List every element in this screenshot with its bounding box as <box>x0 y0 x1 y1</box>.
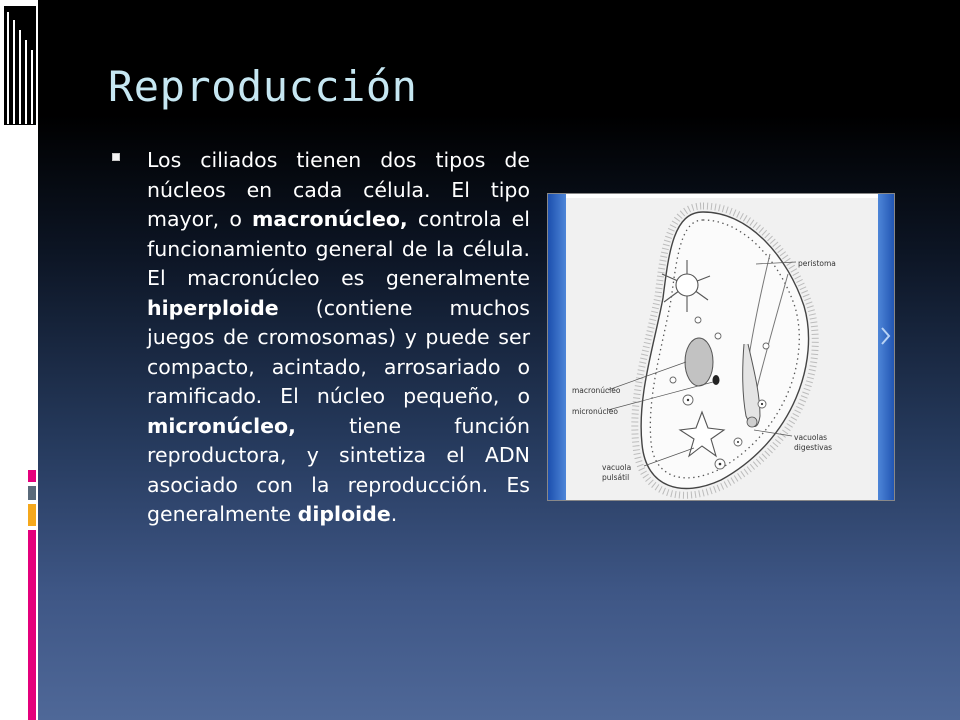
body-text-4: tiene función reproductora, y sintetiza el ADN asociado con la reproducción. Es generalmente <box>147 413 530 526</box>
label-peristoma: peristoma <box>798 259 836 268</box>
label-vacuolas: vacuolas <box>794 433 828 442</box>
theme-lines-icon <box>4 6 37 126</box>
label-digestivas: digestivas <box>794 443 833 452</box>
body-text-2: controla el funcionamiento general de la célula. El macronúcleo es generalmente <box>147 207 530 290</box>
label-macronucleo: macronúcleo <box>572 386 621 395</box>
square-bullet-icon <box>112 153 120 161</box>
bullet-text <box>147 146 530 530</box>
term-diploide: diploide <box>297 502 391 526</box>
body-text-5: . <box>390 502 398 526</box>
label-vacuola: vacuola <box>602 463 632 472</box>
term-micronucleo: micronúcleo, <box>147 413 296 438</box>
paramecium-figure <box>547 193 895 501</box>
theme-bars-icon <box>28 470 38 720</box>
label-micronucleo: micronúcleo <box>572 407 618 416</box>
term-hiperploide: hiperploide <box>147 295 279 320</box>
body-text-1: Los ciliados tienen dos tipos de núcleos en cada célula. El tipo mayor, o <box>147 148 530 231</box>
label-pulsatil: pulsátil <box>602 473 630 482</box>
body-text-3: (contiene muchos juegos de cromosomas) y puede ser compacto, acintado, arrosariado o ramificado. El núcleo pequeño, o <box>147 295 530 408</box>
term-macronucleo: macronúcleo, <box>252 207 408 231</box>
slide-title: Reproducción <box>108 62 418 111</box>
bullet-list-item <box>112 146 530 530</box>
